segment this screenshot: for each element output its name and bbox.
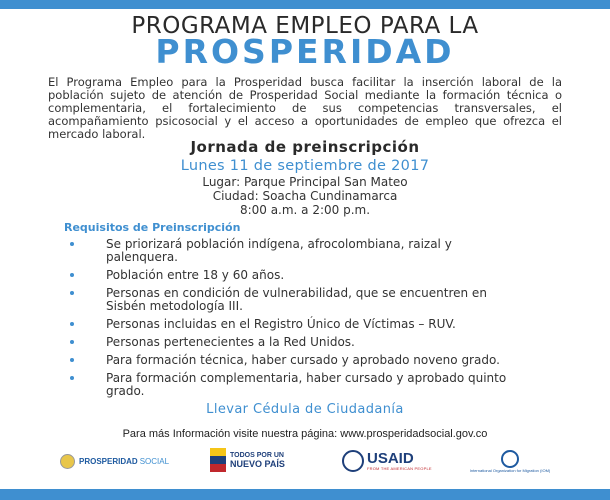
requirement-text: Para formación técnica, haber cursado y aprobado noveno grado. bbox=[106, 353, 500, 367]
logo-text: TODOS POR UN bbox=[230, 452, 284, 459]
cedula-note: Llevar Cédula de Ciudadanía bbox=[206, 402, 404, 417]
event-date: Lunes 11 de septiembre de 2017 bbox=[180, 158, 430, 174]
list-item bbox=[64, 238, 512, 264]
usaid-seal-icon bbox=[342, 450, 364, 472]
event-info bbox=[0, 175, 610, 217]
bullet-icon bbox=[70, 376, 74, 380]
event-place: Lugar: Parque Principal San Mateo bbox=[202, 175, 408, 189]
requirements-title: Requisitos de Preinscripción bbox=[64, 221, 241, 234]
logo-text: International Organization for Migration (IOM) bbox=[469, 468, 551, 473]
requirement-text: Personas pertenecientes a la Red Unidos. bbox=[106, 335, 355, 349]
list-item bbox=[64, 287, 512, 313]
todos-por-un-nuevo-pais-logo bbox=[210, 448, 285, 472]
logo-text: NUEVO PAÍS bbox=[230, 459, 285, 469]
event-city: Ciudad: Soacha Cundinamarca bbox=[212, 189, 398, 203]
list-item bbox=[64, 269, 512, 282]
usaid-logo bbox=[342, 450, 432, 472]
list-item bbox=[64, 372, 512, 398]
logo-text: SOCIAL bbox=[139, 457, 170, 466]
bullet-icon bbox=[70, 358, 74, 362]
bottom-accent-bar bbox=[0, 489, 610, 500]
sponsor-logos bbox=[60, 448, 560, 476]
requirements-list bbox=[64, 238, 512, 403]
list-item bbox=[64, 336, 512, 349]
bullet-icon bbox=[70, 242, 74, 246]
bullet-icon bbox=[70, 291, 74, 295]
logo-text: PROSPERIDAD bbox=[79, 457, 138, 466]
top-accent-bar bbox=[0, 0, 610, 9]
globe-icon bbox=[501, 450, 519, 468]
requirement-text: Personas incluidas en el Registro Único de Víctimas – RUV. bbox=[106, 317, 456, 331]
requirement-text: Para formación complementaria, haber cursado y aprobado quinto grado. bbox=[106, 371, 507, 398]
logo-text: USAID bbox=[367, 449, 414, 467]
requirement-text: Personas en condición de vulnerabilidad, que se encuentren en Sisbén metodología III. bbox=[106, 286, 487, 313]
list-item bbox=[64, 354, 512, 367]
logo-text: FROM THE AMERICAN PEOPLE bbox=[367, 465, 432, 471]
bullet-icon bbox=[70, 340, 74, 344]
title-line-2: PROSPERIDAD bbox=[155, 32, 455, 71]
title-line-1: PROGRAMA EMPLEO PARA LA bbox=[131, 13, 479, 39]
list-item bbox=[64, 318, 512, 331]
bullet-icon bbox=[70, 273, 74, 277]
iom-logo bbox=[460, 450, 560, 473]
event-time: 8:00 a.m. a 2:00 p.m. bbox=[239, 203, 371, 217]
logo-words bbox=[367, 451, 432, 472]
flag-icon bbox=[210, 448, 226, 472]
more-info-text: Para más Información visite nuestra página: www.prosperidadsocial.gov.co bbox=[122, 428, 488, 440]
requirement-text: Se priorizará población indígena, afrocolombiana, raizal y palenquera. bbox=[106, 237, 452, 264]
intro-paragraph: El Programa Empleo para la Prosperidad busca facilitar la inserción laboral de la población sujeto de atención de Prosperidad Social mediante la formación técnica o complementaria, el fortalecimiento de sus competencias transversales, el acompañamiento psicosocial y el acceso a oportunidades de empleo que ofrezca el mercado laboral. bbox=[48, 75, 562, 141]
logo-words bbox=[230, 451, 285, 469]
seal-icon bbox=[60, 454, 75, 469]
requirement-text: Población entre 18 y 60 años. bbox=[106, 268, 285, 282]
bullet-icon bbox=[70, 322, 74, 326]
event-heading: Jornada de preinscripción bbox=[190, 138, 420, 156]
prosperidad-social-logo bbox=[60, 454, 169, 469]
